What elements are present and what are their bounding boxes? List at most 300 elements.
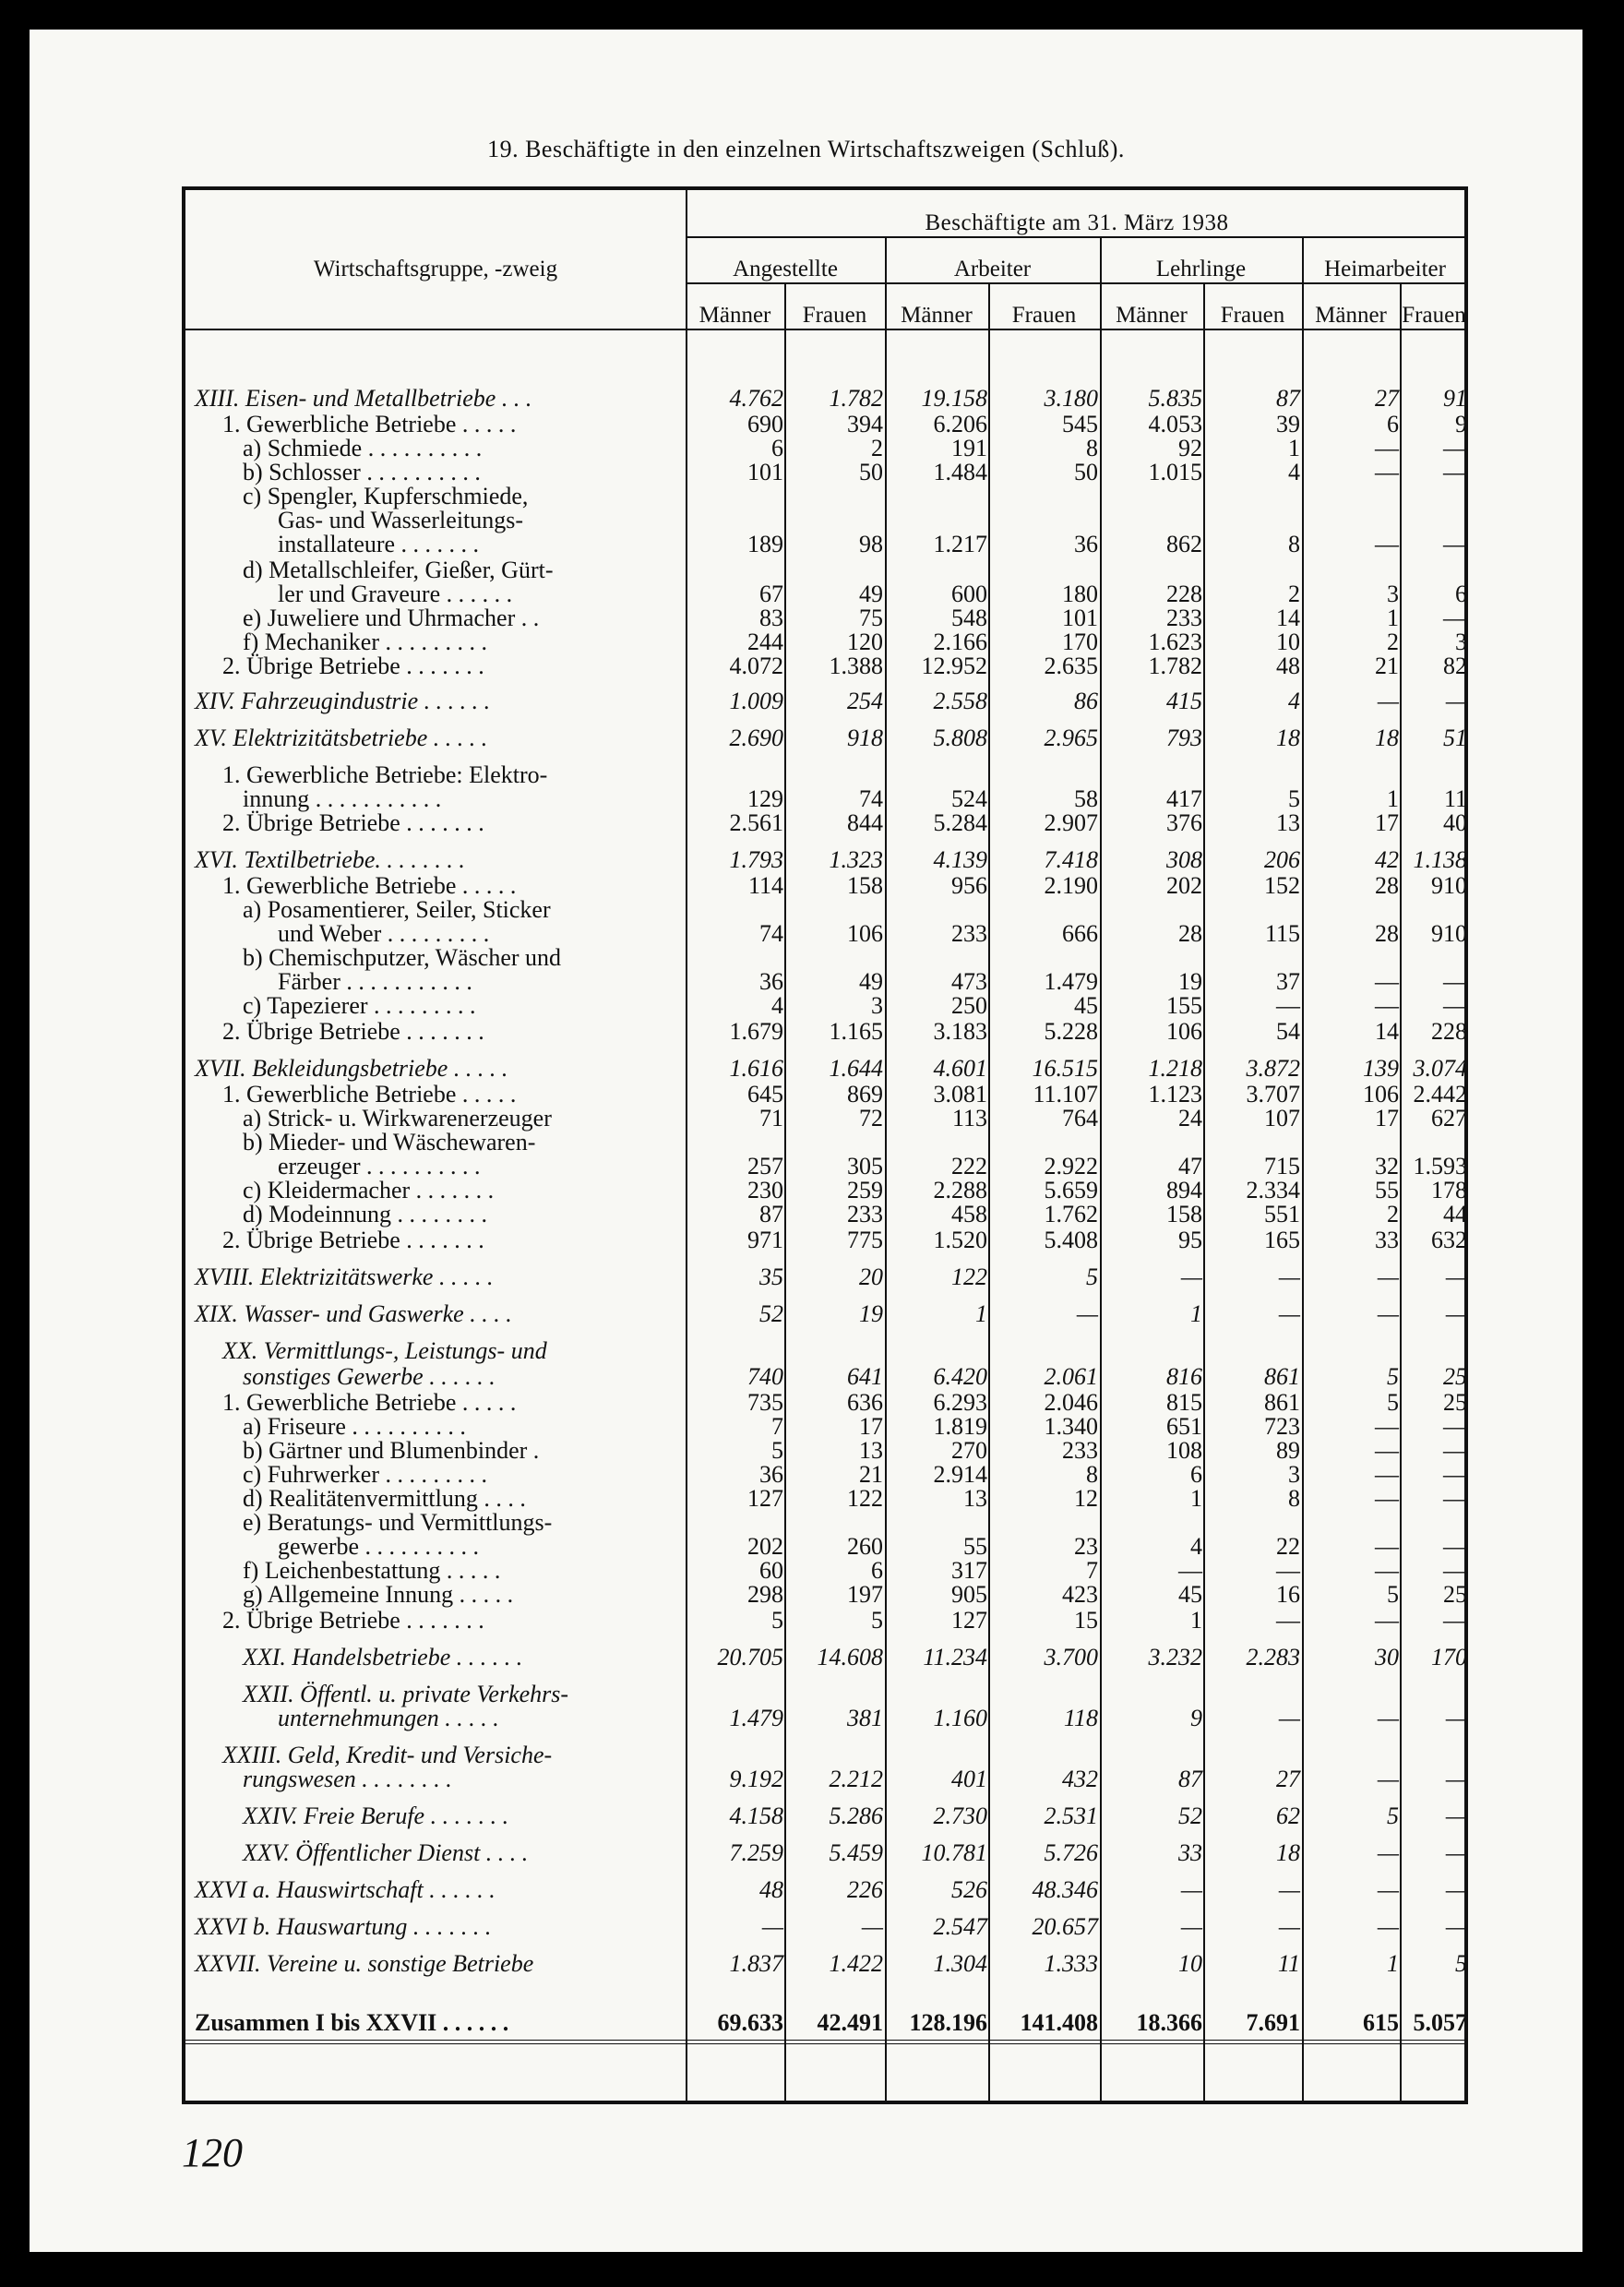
table-cell: 2.166 bbox=[933, 629, 987, 655]
table-cell: 2.212 bbox=[829, 1766, 883, 1792]
table-row bbox=[185, 1413, 1467, 1440]
table-row bbox=[185, 1105, 1467, 1132]
table-cell: 4.762 bbox=[729, 385, 783, 412]
table-row bbox=[185, 846, 1467, 873]
table-cell: 37 bbox=[1276, 968, 1300, 995]
table-cell: 1.388 bbox=[829, 653, 883, 679]
table-cell: 905 bbox=[951, 1581, 987, 1608]
table-row bbox=[185, 992, 1467, 1019]
row-label: 2. Übrige Betriebe . . . . . . . bbox=[222, 653, 484, 679]
table-cell: 17 bbox=[859, 1413, 883, 1440]
table-cell: 260 bbox=[847, 1533, 883, 1560]
header-sub: Männer bbox=[1116, 303, 1188, 328]
table-cell: 1.138 bbox=[1413, 846, 1467, 873]
row-label: XX. Vermittlungs-, Leistungs- und bbox=[222, 1337, 547, 1364]
table-row bbox=[185, 1533, 1467, 1560]
table-cell: 6 bbox=[1387, 411, 1399, 437]
row-label: XXVII. Vereine u. sonstige Betriebe bbox=[195, 1950, 534, 1977]
table-cell: 189 bbox=[747, 531, 783, 557]
table-cell: 1.679 bbox=[729, 1018, 783, 1045]
table-row bbox=[185, 688, 1467, 714]
table-cell: 1.819 bbox=[933, 1413, 987, 1440]
table-cell: — bbox=[1445, 1300, 1467, 1327]
table-cell: 615 bbox=[1363, 2009, 1399, 2036]
table-cell: — bbox=[1443, 992, 1467, 1019]
table-cell: — bbox=[1443, 968, 1467, 995]
table-cell: 55 bbox=[963, 1533, 987, 1560]
table-cell: 2.288 bbox=[933, 1177, 987, 1203]
table-cell: 793 bbox=[1166, 724, 1202, 751]
employment-table bbox=[182, 186, 1468, 2104]
table-cell: 50 bbox=[1074, 459, 1098, 485]
table-cell: 20.657 bbox=[1032, 1913, 1098, 1940]
table-cell: 1.304 bbox=[933, 1950, 987, 1977]
row-label: 2. Übrige Betriebe . . . . . . . bbox=[222, 809, 484, 836]
table-cell: 128.196 bbox=[909, 2009, 987, 2036]
table-row bbox=[185, 1201, 1467, 1227]
table-cell: 8 bbox=[1086, 435, 1098, 461]
table-row bbox=[185, 1338, 1464, 1364]
table-cell: — bbox=[1278, 1876, 1300, 1903]
table-row bbox=[185, 605, 1467, 631]
table-cell: 1.593 bbox=[1413, 1153, 1467, 1179]
table-cell: 1 bbox=[975, 1300, 987, 1327]
table-row bbox=[185, 1682, 1464, 1707]
table-cell: 3 bbox=[871, 992, 883, 1019]
table-cell: 894 bbox=[1166, 1177, 1202, 1203]
table-cell: 3.180 bbox=[1044, 385, 1098, 412]
table-cell: 21 bbox=[859, 1461, 883, 1488]
table-cell: 13 bbox=[1276, 809, 1300, 836]
table-cell: — bbox=[1178, 1557, 1202, 1584]
table-cell: 2.561 bbox=[729, 809, 783, 836]
table-row bbox=[185, 1950, 1467, 1977]
table-cell: 42 bbox=[1375, 846, 1399, 873]
table-cell: — bbox=[1180, 1913, 1202, 1940]
table-cell: 4 bbox=[1288, 688, 1300, 714]
table-cell: 5 bbox=[771, 1437, 783, 1464]
table-cell: 55 bbox=[1375, 1177, 1399, 1203]
table-cell: 16 bbox=[1276, 1581, 1300, 1608]
table-cell: 417 bbox=[1166, 785, 1202, 812]
row-label: f) Leichenbestattung . . . . . bbox=[243, 1557, 501, 1584]
table-cell: — bbox=[1443, 1557, 1467, 1584]
table-cell: — bbox=[1377, 1263, 1399, 1290]
table-cell: 158 bbox=[847, 872, 883, 899]
table-row bbox=[185, 1227, 1467, 1253]
table-cell: 42.491 bbox=[817, 2009, 883, 2036]
table-cell: 1.479 bbox=[729, 1705, 783, 1731]
table-cell: 118 bbox=[1063, 1705, 1098, 1731]
header-row-label: Wirtschaftsgruppe, -zweig bbox=[313, 257, 558, 281]
row-label: XXI. Handelsbetriebe . . . . . . bbox=[243, 1644, 523, 1670]
table-cell: 14.608 bbox=[817, 1644, 883, 1670]
row-label: a) Schmiede . . . . . . . . . . bbox=[243, 435, 483, 461]
table-cell: 2.730 bbox=[933, 1802, 987, 1829]
table-cell: 627 bbox=[1431, 1105, 1467, 1132]
row-label: XIX. Wasser- und Gaswerke . . . . bbox=[195, 1300, 512, 1327]
table-cell: 71 bbox=[759, 1105, 783, 1132]
table-cell: 127 bbox=[951, 1607, 987, 1634]
table-cell: 49 bbox=[859, 968, 883, 995]
table-row bbox=[185, 1363, 1467, 1390]
table-row bbox=[185, 872, 1467, 899]
table-cell: 5 bbox=[871, 1607, 883, 1634]
table-cell: 1 bbox=[1288, 435, 1300, 461]
table-cell: 202 bbox=[1166, 872, 1202, 899]
table-cell: — bbox=[1377, 1766, 1399, 1792]
table-cell: 3 bbox=[1387, 581, 1399, 607]
table-cell: 9 bbox=[1190, 1705, 1202, 1731]
table-cell: 106 bbox=[1166, 1018, 1202, 1045]
table-cell: 24 bbox=[1178, 1105, 1202, 1132]
table-cell: 2.965 bbox=[1044, 724, 1098, 751]
table-cell: 13 bbox=[963, 1485, 987, 1512]
table-cell: 233 bbox=[1166, 605, 1202, 631]
header-sub: Frauen bbox=[1011, 303, 1077, 328]
table-cell: 11 bbox=[1277, 1950, 1300, 1977]
table-cell: 86 bbox=[1074, 688, 1098, 714]
table-row bbox=[185, 531, 1467, 557]
table-cell: 1.837 bbox=[729, 1950, 783, 1977]
table-cell: 6.293 bbox=[933, 1389, 987, 1416]
table-cell: 690 bbox=[747, 411, 783, 437]
table-cell: 5 bbox=[1387, 1389, 1399, 1416]
table-cell: 95 bbox=[1178, 1227, 1202, 1253]
row-label: 1. Gewerbliche Betriebe . . . . . bbox=[222, 411, 517, 437]
header-sub: Männer bbox=[1315, 303, 1387, 328]
table-cell: 1.218 bbox=[1148, 1055, 1202, 1082]
table-cell: 15 bbox=[1074, 1607, 1098, 1634]
table-cell: 2 bbox=[1387, 629, 1399, 655]
row-label: Färber . . . . . . . . . . . bbox=[278, 968, 472, 995]
table-cell: 11.107 bbox=[1033, 1081, 1098, 1108]
table-cell: 432 bbox=[1062, 1766, 1098, 1792]
table-cell: 92 bbox=[1178, 435, 1202, 461]
row-label: 2. Übrige Betriebe . . . . . . . bbox=[222, 1607, 484, 1634]
table-cell: 22 bbox=[1276, 1533, 1300, 1560]
table-cell: 2.558 bbox=[933, 688, 987, 714]
table-cell: 7.691 bbox=[1246, 2009, 1300, 2036]
table-cell: 74 bbox=[859, 785, 883, 812]
table-cell: — bbox=[1278, 1300, 1300, 1327]
table-cell: 5.408 bbox=[1044, 1227, 1098, 1253]
table-cell: 3.232 bbox=[1148, 1644, 1202, 1670]
table-cell: 141.408 bbox=[1020, 2009, 1098, 2036]
table-cell: 305 bbox=[847, 1153, 883, 1179]
table-cell: 3 bbox=[1455, 629, 1467, 655]
table-cell: — bbox=[1375, 531, 1399, 557]
table-row bbox=[185, 1055, 1467, 1082]
table-row bbox=[185, 724, 1467, 751]
table-cell: 1.165 bbox=[829, 1018, 883, 1045]
table-cell: 1 bbox=[1190, 1485, 1202, 1512]
table-cell: 52 bbox=[1178, 1802, 1202, 1829]
table-cell: 1.644 bbox=[829, 1055, 883, 1082]
row-label: XXIV. Freie Berufe . . . . . . . bbox=[243, 1802, 509, 1829]
row-label: 1. Gewerbliche Betriebe . . . . . bbox=[222, 1389, 517, 1416]
table-cell: 1.123 bbox=[1148, 1081, 1202, 1108]
table-cell: 17 bbox=[1375, 809, 1399, 836]
table-cell: 910 bbox=[1431, 872, 1467, 899]
row-label: a) Strick- u. Wirkwarenerzeuger bbox=[243, 1105, 552, 1132]
table-cell: 861 bbox=[1264, 1363, 1300, 1390]
table-cell: 2.531 bbox=[1044, 1802, 1098, 1829]
table-cell: 228 bbox=[1166, 581, 1202, 607]
table-cell: — bbox=[1076, 1300, 1098, 1327]
table-cell: 206 bbox=[1264, 846, 1300, 873]
table-cell: 33 bbox=[1178, 1839, 1202, 1866]
table-cell: 1.160 bbox=[933, 1705, 987, 1731]
table-cell: 9.192 bbox=[729, 1766, 783, 1792]
table-cell: 35 bbox=[759, 1263, 783, 1290]
table-cell: 62 bbox=[1276, 1802, 1300, 1829]
table-cell: 735 bbox=[747, 1389, 783, 1416]
table-cell: 51 bbox=[1443, 724, 1467, 751]
table-cell: 5 bbox=[1387, 1363, 1399, 1390]
table-cell: 5.726 bbox=[1044, 1839, 1098, 1866]
table-cell: 956 bbox=[951, 872, 987, 899]
table-cell: 4 bbox=[1288, 459, 1300, 485]
table-cell: 3.081 bbox=[933, 1081, 987, 1108]
row-label: 1. Gewerbliche Betriebe . . . . . bbox=[222, 872, 517, 899]
table-cell: — bbox=[761, 1913, 783, 1940]
table-cell: 20 bbox=[859, 1263, 883, 1290]
table-cell: 7.418 bbox=[1044, 846, 1098, 873]
table-cell: 2.922 bbox=[1044, 1153, 1098, 1179]
table-row bbox=[185, 459, 1467, 485]
row-label: und Weber . . . . . . . . . bbox=[278, 920, 490, 947]
table-cell: 83 bbox=[759, 605, 783, 631]
table-cell: — bbox=[1443, 459, 1467, 485]
row-label: c) Fuhrwerker . . . . . . . . . bbox=[243, 1461, 487, 1488]
table-cell: 180 bbox=[1062, 581, 1098, 607]
table-cell: 170 bbox=[1062, 629, 1098, 655]
table-cell: 19.158 bbox=[921, 385, 987, 412]
table-cell: 6 bbox=[871, 1557, 883, 1584]
table-cell: — bbox=[1276, 1607, 1300, 1634]
table-cell: 1.340 bbox=[1044, 1413, 1098, 1440]
row-label: XXVI b. Hauswartung . . . . . . . bbox=[195, 1913, 492, 1940]
table-cell: 165 bbox=[1264, 1227, 1300, 1253]
table-cell: — bbox=[1443, 435, 1467, 461]
table-row bbox=[185, 653, 1467, 679]
row-label: XVIII. Elektrizitätswerke . . . . . bbox=[195, 1263, 494, 1290]
row-label: XV. Elektrizitätsbetriebe . . . . . bbox=[195, 724, 488, 751]
table-cell: 2.334 bbox=[1246, 1177, 1300, 1203]
header-group-heimarbeiter: Heimarbeiter bbox=[1324, 257, 1446, 281]
table-cell: — bbox=[1375, 1533, 1399, 1560]
row-label: d) Modeinnung . . . . . . . . bbox=[243, 1201, 488, 1227]
table-cell: 152 bbox=[1264, 872, 1300, 899]
table-cell: — bbox=[1375, 992, 1399, 1019]
table-cell: 30 bbox=[1375, 1644, 1399, 1670]
table-cell: 317 bbox=[951, 1557, 987, 1584]
table-cell: 16.515 bbox=[1032, 1055, 1098, 1082]
table-cell: 33 bbox=[1375, 1227, 1399, 1253]
table-cell: 87 bbox=[759, 1201, 783, 1227]
table-cell: 18.366 bbox=[1136, 2009, 1202, 2036]
table-cell: — bbox=[1375, 1607, 1399, 1634]
row-label: XXVI a. Hauswirtschaft . . . . . . bbox=[195, 1876, 496, 1903]
table-cell: 861 bbox=[1264, 1389, 1300, 1416]
table-cell: 13 bbox=[859, 1437, 883, 1464]
table-cell: 458 bbox=[951, 1201, 987, 1227]
table-cell: — bbox=[1180, 1263, 1202, 1290]
table-cell: 6 bbox=[1455, 581, 1467, 607]
table-row bbox=[185, 920, 1467, 947]
table-cell: 17 bbox=[1375, 1105, 1399, 1132]
table-cell: 401 bbox=[951, 1766, 987, 1792]
table-cell: 8 bbox=[1288, 531, 1300, 557]
table-cell: 50 bbox=[859, 459, 883, 485]
table-cell: — bbox=[1377, 1913, 1399, 1940]
page-number: 120 bbox=[182, 2130, 243, 2175]
table-cell: 4.158 bbox=[729, 1802, 783, 1829]
table-cell: — bbox=[1375, 968, 1399, 995]
header-group-arbeiter: Arbeiter bbox=[953, 257, 1032, 281]
table-row bbox=[185, 1485, 1467, 1512]
table-cell: — bbox=[1443, 1607, 1467, 1634]
table-cell: 87 bbox=[1276, 385, 1300, 412]
row-label: a) Posamentierer, Seiler, Sticker bbox=[243, 896, 551, 923]
table-cell: 18 bbox=[1375, 724, 1399, 751]
table-cell: 127 bbox=[747, 1485, 783, 1512]
table-cell: 815 bbox=[1166, 1389, 1202, 1416]
table-row bbox=[185, 1766, 1467, 1792]
table-cell: 10 bbox=[1276, 629, 1300, 655]
table-row bbox=[185, 1081, 1467, 1108]
row-label: 2. Übrige Betriebe . . . . . . . bbox=[222, 1018, 484, 1045]
table-cell: 918 bbox=[847, 724, 883, 751]
header-sub: Frauen bbox=[1402, 303, 1466, 328]
table-cell: 91 bbox=[1443, 385, 1467, 412]
table-cell: 14 bbox=[1276, 605, 1300, 631]
table-cell: — bbox=[1375, 459, 1399, 485]
table-cell: — bbox=[1377, 688, 1399, 714]
table-cell: 5.808 bbox=[933, 724, 987, 751]
row-label: XXII. Öffentl. u. private Verkehrs- bbox=[243, 1681, 569, 1707]
table-cell: 2.635 bbox=[1044, 653, 1098, 679]
table-cell: 600 bbox=[951, 581, 987, 607]
table-cell: 1.623 bbox=[1148, 629, 1202, 655]
table-cell: — bbox=[1377, 1876, 1399, 1903]
table-cell: — bbox=[1375, 1413, 1399, 1440]
table-cell: 2 bbox=[871, 435, 883, 461]
table-cell: 20.705 bbox=[717, 1644, 783, 1670]
table-cell: 1.762 bbox=[1044, 1201, 1098, 1227]
table-cell: — bbox=[1443, 1533, 1467, 1560]
table-cell: — bbox=[1278, 1913, 1300, 1940]
row-label: d) Metallschleifer, Gießer, Gürt- bbox=[243, 557, 554, 583]
table-cell: 2.914 bbox=[933, 1461, 987, 1488]
table-cell: 5 bbox=[771, 1607, 783, 1634]
table-cell: — bbox=[1443, 1437, 1467, 1464]
table-cell: 67 bbox=[759, 581, 783, 607]
table-cell: 27 bbox=[1375, 385, 1399, 412]
table-cell: 308 bbox=[1166, 846, 1202, 873]
table-cell: 107 bbox=[1264, 1105, 1300, 1132]
table-cell: 862 bbox=[1166, 531, 1202, 557]
table-cell: 1.015 bbox=[1148, 459, 1202, 485]
page bbox=[30, 30, 1582, 2252]
row-label: g) Allgemeine Innung . . . . . bbox=[243, 1581, 514, 1608]
table-cell: 2.046 bbox=[1044, 1389, 1098, 1416]
row-label: Zusammen I bis XXVII . . . . . . bbox=[195, 2009, 509, 2036]
table-cell: 89 bbox=[1276, 1437, 1300, 1464]
table-cell: 28 bbox=[1178, 920, 1202, 947]
table-cell: 7 bbox=[771, 1413, 783, 1440]
table-cell: 545 bbox=[1062, 411, 1098, 437]
table-cell: — bbox=[1377, 1839, 1399, 1866]
table-cell: 2.547 bbox=[933, 1913, 987, 1940]
table-cell: 14 bbox=[1375, 1018, 1399, 1045]
table-cell: — bbox=[1445, 1839, 1467, 1866]
table-cell: 27 bbox=[1276, 1766, 1300, 1792]
table-cell: 775 bbox=[847, 1227, 883, 1253]
table-cell: 1.009 bbox=[729, 688, 783, 714]
table-cell: 25 bbox=[1443, 1389, 1467, 1416]
row-label: XXV. Öffentlicher Dienst . . . . bbox=[243, 1839, 529, 1866]
table-cell: 72 bbox=[859, 1105, 883, 1132]
row-label: erzeuger . . . . . . . . . . bbox=[278, 1153, 481, 1179]
table-cell: 191 bbox=[951, 435, 987, 461]
table-cell: 844 bbox=[847, 809, 883, 836]
table-cell: 259 bbox=[847, 1177, 883, 1203]
table-cell: 3.074 bbox=[1413, 1055, 1467, 1082]
table-cell: 7.259 bbox=[729, 1839, 783, 1866]
table-row bbox=[185, 897, 1464, 923]
table-cell: 87 bbox=[1178, 1766, 1202, 1792]
table-cell: 5.286 bbox=[829, 1802, 883, 1829]
table-cell: 75 bbox=[859, 605, 883, 631]
table-cell: — bbox=[1180, 1876, 1202, 1903]
table-row bbox=[185, 1437, 1467, 1464]
table-cell: 139 bbox=[1363, 1055, 1399, 1082]
table-row bbox=[185, 435, 1467, 461]
row-label: XIII. Eisen- und Metallbetriebe . . . bbox=[195, 385, 532, 412]
table-row bbox=[185, 1263, 1467, 1290]
table-cell: 526 bbox=[951, 1876, 987, 1903]
table-row bbox=[185, 809, 1467, 836]
table-cell: 19 bbox=[1178, 968, 1202, 995]
row-label: f) Mechaniker . . . . . . . . . bbox=[243, 629, 487, 655]
row-label: installateure . . . . . . . bbox=[278, 531, 480, 557]
table-cell: 170 bbox=[1431, 1644, 1467, 1670]
table-row bbox=[185, 1644, 1467, 1670]
table-cell: 1 bbox=[1190, 1300, 1202, 1327]
table-cell: — bbox=[1445, 1876, 1467, 1903]
table-cell: 23 bbox=[1074, 1533, 1098, 1560]
table-cell: 2 bbox=[1288, 581, 1300, 607]
table-cell: — bbox=[1377, 1300, 1399, 1327]
table-cell: 60 bbox=[759, 1557, 783, 1584]
table-cell: 641 bbox=[847, 1363, 883, 1390]
table-cell: 257 bbox=[747, 1153, 783, 1179]
table-row bbox=[185, 1130, 1464, 1155]
table-row bbox=[185, 2009, 1467, 2036]
row-label: XVII. Bekleidungsbetriebe . . . . . bbox=[195, 1055, 508, 1082]
table-title: 19. Beschäftigte in den einzelnen Wirtschaftszweigen (Schluß). bbox=[487, 136, 1125, 162]
table-row bbox=[185, 581, 1467, 607]
table-cell: 1.422 bbox=[829, 1950, 883, 1977]
table-cell: 1.323 bbox=[829, 846, 883, 873]
table-cell: — bbox=[1443, 1413, 1467, 1440]
table-cell: 2.907 bbox=[1044, 809, 1098, 836]
table-cell: 47 bbox=[1178, 1153, 1202, 1179]
table-row bbox=[185, 1153, 1467, 1179]
table-cell: 115 bbox=[1264, 920, 1300, 947]
